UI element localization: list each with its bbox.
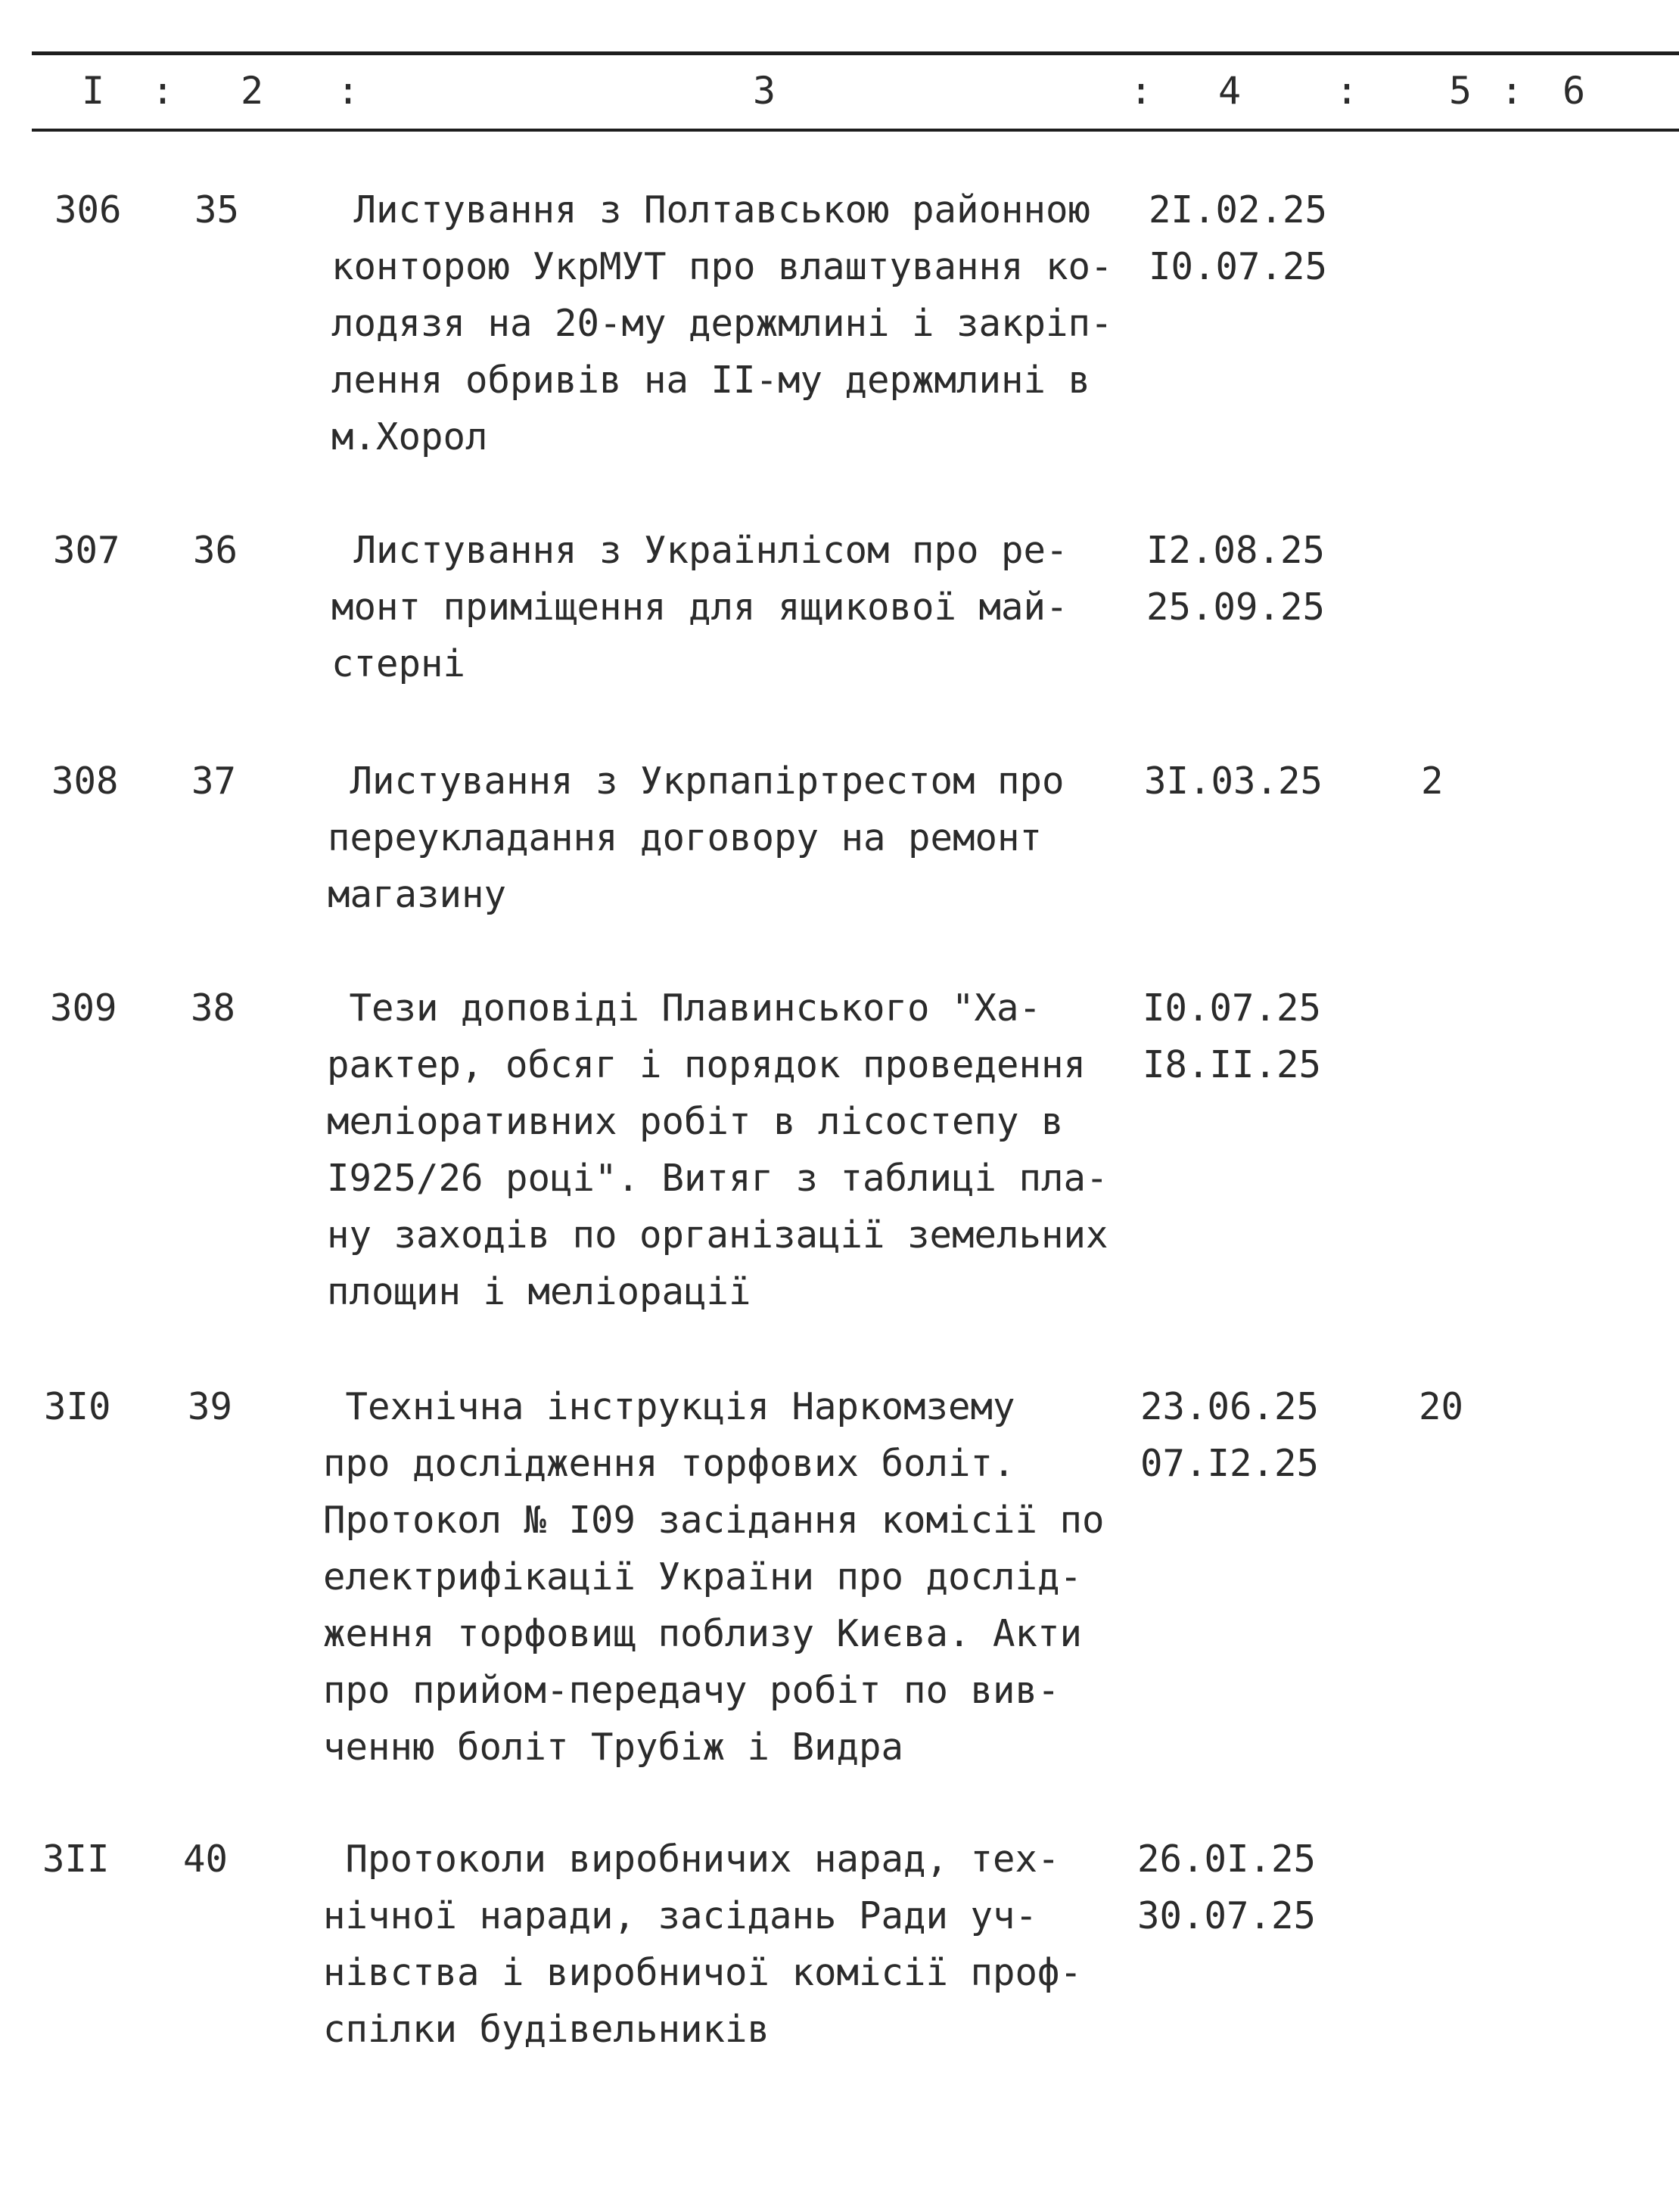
header-top-rule — [32, 51, 1679, 55]
start-date: 26.0I.25 — [1137, 1838, 1317, 1881]
description-line: ження торфовищ поблизу Києва. Акти — [323, 1612, 1083, 1655]
start-date: 23.06.25 — [1140, 1385, 1320, 1428]
header-col-1: I — [82, 69, 105, 113]
row-number: 3I0 — [44, 1385, 111, 1428]
row-dates — [1149, 182, 1327, 295]
header-bottom-rule — [32, 129, 1679, 132]
row-description — [331, 522, 1068, 692]
header-col-2: 2 — [241, 69, 264, 113]
description-line: Протоколи виробничих нарад, тех- — [323, 1838, 1060, 1881]
file-number: 40 — [183, 1838, 229, 1881]
start-date: I0.07.25 — [1143, 986, 1322, 1030]
header-col-5: 5 — [1449, 69, 1472, 113]
row-dates — [1137, 1831, 1316, 1944]
description-line: ченню боліт Трубіж і Видра — [323, 1726, 904, 1769]
row-description — [323, 1831, 1082, 2058]
end-date: 30.07.25 — [1137, 1894, 1317, 1937]
description-line: Протокол № I09 засідання комісії по — [323, 1499, 1105, 1542]
row-dates — [1146, 522, 1325, 635]
description-line: м.Хорол — [331, 415, 488, 458]
row-dates — [1140, 1378, 1319, 1492]
header-sep-1: : — [151, 69, 175, 113]
description-line: електрифікації України про дослід- — [323, 1555, 1083, 1598]
description-line: спілки будівельників — [323, 2008, 770, 2051]
start-date: 3I.03.25 — [1144, 760, 1323, 803]
description-line: Листування з Укрпапіртрестом про — [328, 760, 1065, 803]
file-number: 39 — [188, 1385, 233, 1428]
description-line: нічної наради, засідань Ради уч- — [323, 1894, 1038, 1937]
row-description — [323, 1378, 1105, 1776]
description-line: Листування з Українлісом про ре- — [331, 529, 1068, 572]
header-sep-4: : — [1335, 69, 1359, 113]
description-line: нівства і виробничої комісії проф- — [323, 1951, 1083, 1994]
description-line: площин і меліорації — [327, 1270, 751, 1313]
file-number: 37 — [191, 760, 237, 803]
description-line: Листування з Полтавською районною — [331, 188, 1091, 231]
end-date: 25.09.25 — [1146, 586, 1326, 629]
row-number: 307 — [53, 529, 120, 572]
description-line: рактер, обсяг і порядок проведення — [327, 1043, 1087, 1086]
description-line: ну заходів по організації земельних — [327, 1213, 1108, 1257]
file-number: 38 — [191, 986, 236, 1030]
description-line: лення обривів на II-му держмлині в — [331, 359, 1091, 402]
header-sep-3: : — [1130, 69, 1153, 113]
start-date: I2.08.25 — [1146, 529, 1326, 572]
header-col-4: 4 — [1218, 69, 1242, 113]
file-number: 36 — [193, 529, 238, 572]
description-line: Технічна інструкція Наркомзему — [323, 1385, 1015, 1428]
end-date: I8.II.25 — [1143, 1043, 1322, 1086]
description-line: стерні — [331, 642, 466, 685]
row-number: 309 — [50, 986, 117, 1030]
header-sep-2: : — [337, 69, 360, 113]
header-col-6: 6 — [1562, 69, 1586, 113]
end-date: I0.07.25 — [1149, 245, 1328, 288]
header-col-3: 3 — [753, 69, 776, 113]
file-number: 35 — [194, 188, 240, 231]
sheet-count: 20 — [1419, 1385, 1464, 1428]
description-line: магазину — [328, 873, 507, 916]
description-line: меліоративних робіт в лісостепу в — [327, 1100, 1064, 1143]
header-sep-5: : — [1500, 69, 1524, 113]
row-description — [328, 753, 1065, 923]
row-dates — [1144, 753, 1323, 809]
end-date: 07.I2.25 — [1140, 1442, 1320, 1485]
description-line: монт приміщення для ящикової май- — [331, 586, 1068, 629]
description-line: про дослідження торфових боліт. — [323, 1442, 1015, 1485]
row-number: 306 — [54, 188, 122, 231]
description-line: лодязя на 20-му держмлині і закріп- — [331, 302, 1113, 345]
description-line: I925/26 році". Витяг з таблиці пла- — [327, 1157, 1108, 1200]
row-number: 308 — [51, 760, 119, 803]
description-line: про прийом-передачу робіт по вив- — [323, 1669, 1060, 1712]
description-line: конторою УкрМУТ про влаштування ко- — [331, 245, 1113, 288]
row-description — [331, 182, 1113, 465]
row-description — [327, 980, 1108, 1320]
row-dates — [1143, 980, 1321, 1093]
description-line: Тези доповіді Плавинського "Ха- — [327, 986, 1042, 1030]
description-line: переукладання договору на ремонт — [328, 816, 1043, 859]
sheet-count: 2 — [1421, 760, 1444, 803]
row-number: 3II — [42, 1838, 110, 1881]
start-date: 2I.02.25 — [1149, 188, 1328, 231]
